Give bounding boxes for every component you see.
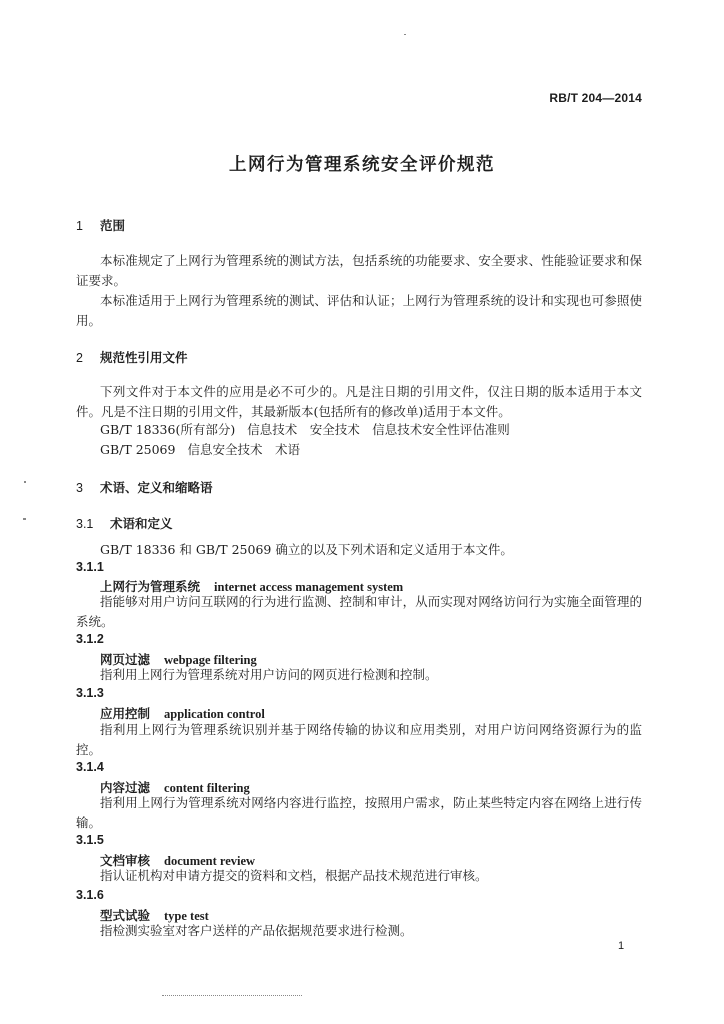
- scan-speck: [24, 481, 26, 483]
- term-en: document review: [164, 854, 256, 868]
- section-number: 2: [76, 351, 83, 365]
- term-definition: 指利用上网行为管理系统对用户访问的网页进行检测和控制。: [100, 667, 438, 682]
- subsection-3-1-heading: [76, 514, 173, 532]
- section-1-paragraph-1: 本标准规定了上网行为管理系统的测试方法，包括系统的功能要求、安全要求、性能验证要求和保证要求。: [76, 253, 642, 288]
- document-title: 上网行为管理系统安全评价规范: [229, 155, 495, 175]
- term-definition: 指利用上网行为管理系统识别并基于网络传输的协议和应用类别，对用户访问网络资源行为的监控。: [76, 722, 642, 757]
- clause-number: 3.1.5: [76, 833, 104, 847]
- section-title: 范围: [100, 218, 126, 233]
- term-zh: 内容过滤: [100, 780, 151, 795]
- subsection-number: 3.1: [76, 517, 94, 531]
- clause-number: 3.1.1: [76, 560, 104, 574]
- scan-speck: [23, 518, 26, 520]
- section-2-heading: [76, 348, 188, 366]
- standard-number: RB/T 204—2014: [549, 91, 642, 105]
- reference-item: [100, 440, 300, 458]
- section-3-heading: [76, 478, 213, 496]
- term-zh: 型式试验: [100, 908, 151, 923]
- clause-number: 3.1.3: [76, 686, 104, 700]
- clause-number: 3.1.2: [76, 632, 104, 646]
- subsection-intro: GB/T 18336 和 GB/T 25069 确立的以及下列术语和定义适用于本文件。: [100, 542, 513, 557]
- term-definition: 指检测实验室对客户送样的产品依据规范要求进行检测。: [100, 923, 413, 938]
- section-title: 规范性引用文件: [100, 350, 188, 365]
- reference-code: GB/T 18336(所有部分): [100, 422, 236, 437]
- clause-number: 3.1.6: [76, 888, 104, 902]
- section-1-heading: [76, 216, 125, 234]
- term-en: content filtering: [164, 781, 250, 795]
- subsection-title: 术语和定义: [110, 516, 173, 531]
- clause-number: 3.1.4: [76, 760, 104, 774]
- reference-title: 信息安全技术 术语: [187, 442, 300, 457]
- term-zh: 应用控制: [100, 706, 151, 721]
- scan-dotted-line: [162, 995, 302, 996]
- section-title: 术语、定义和缩略语: [100, 480, 213, 495]
- term-en: type test: [164, 909, 209, 923]
- term-zh: 上网行为管理系统: [100, 579, 201, 594]
- term-en: webpage filtering: [164, 653, 257, 667]
- section-number: 3: [76, 481, 83, 495]
- term-definition: 指能够对用户访问互联网的行为进行监测、控制和审计，从而实现对网络访问行为实施全面管理的系统。: [76, 594, 642, 629]
- section-1-paragraph-2: 本标准适用于上网行为管理系统的测试、评估和认证；上网行为管理系统的设计和实现也可参照使用。: [76, 293, 642, 328]
- scan-speck: [404, 34, 406, 35]
- page-number: 1: [618, 940, 625, 952]
- term-zh: 文档审核: [100, 853, 151, 868]
- term-en: application control: [164, 707, 265, 721]
- reference-title: 信息技术 安全技术 信息技术安全性评估准则: [247, 422, 510, 437]
- term-definition: 指认证机构对申请方提交的资料和文档，根据产品技术规范进行审核。: [100, 868, 488, 883]
- reference-item: [100, 420, 510, 438]
- term-zh: 网页过滤: [100, 652, 151, 667]
- term-definition: 指利用上网行为管理系统对网络内容进行监控，按照用户需求，防止某些特定内容在网络上进行传输。: [76, 795, 642, 830]
- term-en: internet access management system: [214, 580, 404, 594]
- section-number: 1: [76, 219, 83, 233]
- section-2-paragraph: 下列文件对于本文件的应用是必不可少的。凡是注日期的引用文件，仅注日期的版本适用于本文件。凡是不注日期的引用文件，其最新版本(包括所有的修改单)适用于本文件。: [76, 384, 642, 419]
- reference-code: GB/T 25069: [100, 442, 176, 457]
